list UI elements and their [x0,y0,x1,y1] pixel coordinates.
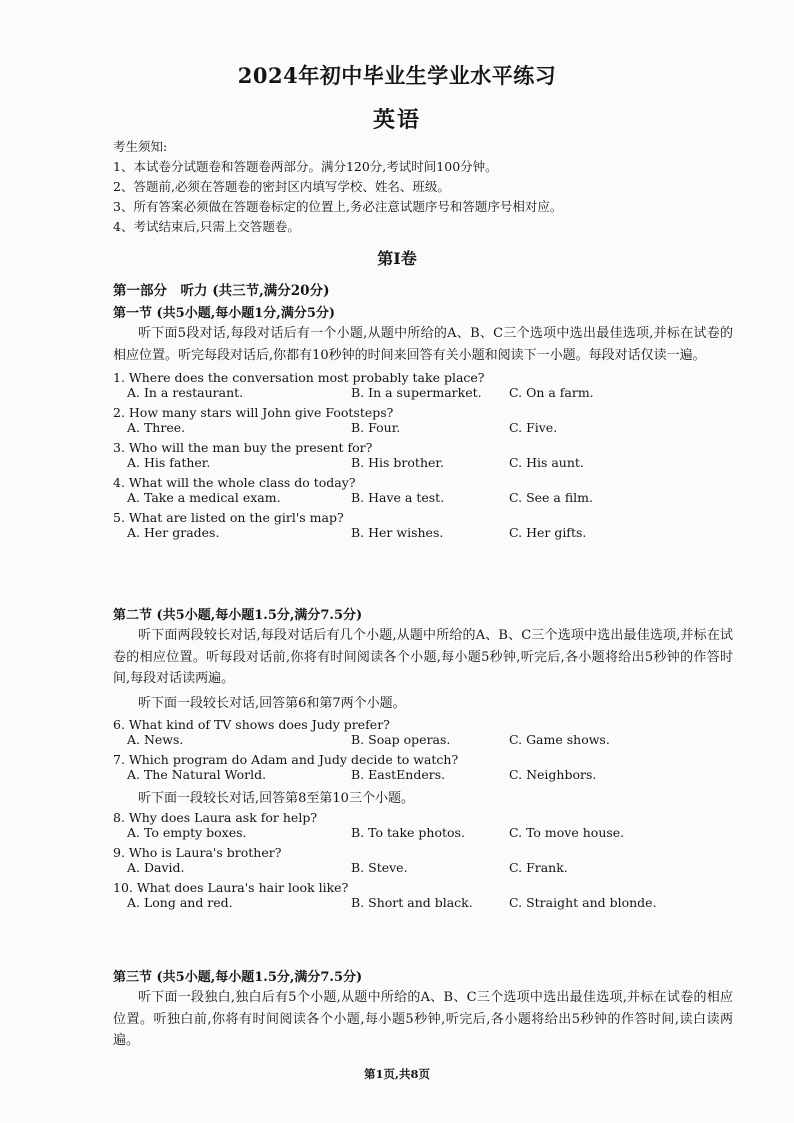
part1-section3 [113,966,733,1052]
option-a: A. To empty boxes. [127,824,247,840]
option-c: C. See a film. [509,490,593,505]
subject-title: 英语 [372,107,421,133]
part-title: 第一部分 听力 (共三节,满分20分) [113,283,330,299]
option-c: C. Five. [509,420,558,435]
option-b: B. Steve. [351,859,408,875]
option-a: A. Take a medical exam. [127,490,281,505]
page-number: 第1页,共8页 [363,1067,430,1081]
option-a: A. His father. [127,455,211,470]
section-instructions: 听下面一段独白,独白后有5个小题,从题中所给的A、B、C三个选项中选出最佳选项,并标在试卷的相应位置。听独白前,你将有时间阅读各个小题,每小题5秒钟,听完后,各小题将给出5秒钟的作答时间,读白读两遍。 [113,990,733,1048]
option-c: C. On a farm. [509,385,594,400]
question-text: 10. What does Laura's hair look like? [113,879,349,895]
question-text: 7. Which program do Adam and Judy decide to watch? [113,751,459,767]
part1-section2 [113,604,733,915]
question-text: 9. Who is Laura's brother? [113,844,282,860]
question-text: 2. How many stars will John give Footsteps? [113,405,394,420]
option-c: C. Game shows. [509,731,610,747]
question-item [113,880,733,915]
option-b: B. EastEnders. [351,766,446,782]
notice-item: 2、答题前,必须在答题卷的密封区内填写学校、姓名、班级。 [113,179,450,194]
part1-section1 [113,279,733,545]
option-b: B. Four. [351,420,401,435]
option-a: A. Long and red. [127,894,233,910]
option-b: B. To take photos. [351,824,465,840]
question-item [113,475,733,510]
section-title: 第一节 (共5小题,每小题1分,满分5分) [113,306,336,321]
volume-heading: 第I卷 [377,249,417,268]
section-instructions: 听下面两段较长对话,每段对话后有几个小题,从题中所给的A、B、C三个选项中选出最佳选项,并标在试卷的相应位置。听每段对话前,你将有时间阅读各个小题,每小题5秒钟,听完后,各小题将给出5秒钟的作答时间,每段对话读两遍。 [113,628,733,686]
question-item [113,370,733,405]
option-c: C. His aunt. [509,455,584,470]
question-list [113,717,733,787]
question-item [113,717,733,752]
question-item [113,845,733,880]
question-list [113,810,733,915]
option-b: B. Short and black. [351,894,473,910]
option-a: A. The Natural World. [127,766,267,782]
option-b: B. His brother. [351,455,444,470]
option-b: B. Her wishes. [351,525,444,540]
notice-item: 4、考试结束后,只需上交答题卷。 [113,219,300,234]
option-a: A. Her grades. [127,525,220,540]
question-item [113,405,733,440]
question-item [113,810,733,845]
question-text: 6. What kind of TV shows does Judy prefer? [113,716,390,732]
notice-item: 3、所有答案必须做在答题卷标定的位置上,务必注意试题序号和答题序号相对应。 [113,199,563,214]
option-b: B. In a supermarket. [351,385,482,400]
section-instructions: 听下面5段对话,每段对话后有一个小题,从题中所给的A、B、C三个选项中选出最佳选项,并标在试卷的相应位置。听完每段对话后,你都有10秒钟的时间来回答有关小题和阅读下一小题。每段对话仅读一遍。 [113,326,733,363]
question-item [113,440,733,475]
notice-item: 1、本试卷分试题卷和答题卷两部分。满分120分,考试时间100分钟。 [113,159,498,174]
option-c: C. Her gifts. [509,525,587,540]
exam-title: 2024年初中毕业生学业水平练习 [237,63,557,88]
dialogue-instruction: 听下面一段较长对话,回答第8至第10三个小题。 [138,790,414,806]
notice-heading: 考生须知: [113,139,168,154]
option-c: C. To move house. [509,824,625,840]
section-title: 第三节 (共5小题,每小题1.5分,满分7.5分) [113,970,363,985]
question-item [113,752,733,787]
question-text: 5. What are listed on the girl's map? [113,510,344,525]
option-c: C. Neighbors. [509,766,597,782]
question-list [113,370,733,545]
option-c: C. Frank. [509,859,568,875]
option-b: B. Have a test. [351,490,445,505]
option-a: A. In a restaurant. [127,385,244,400]
option-c: C. Straight and blonde. [509,894,657,910]
dialogue-instruction: 听下面一段较长对话,回答第6和第7两个小题。 [138,695,406,711]
question-text: 1. Where does the conversation most probably take place? [113,370,485,385]
option-a: A. David. [127,859,185,875]
question-text: 3. Who will the man buy the present for? [113,440,373,455]
option-b: B. Soap operas. [351,731,451,747]
option-a: A. Three. [127,420,186,435]
option-a: A. News. [127,731,184,747]
question-item [113,510,733,545]
exam-notice [113,137,562,237]
question-text: 4. What will the whole class do today? [113,475,356,490]
section-title: 第二节 (共5小题,每小题1.5分,满分7.5分) [113,608,363,623]
question-text: 8. Why does Laura ask for help? [113,809,318,825]
